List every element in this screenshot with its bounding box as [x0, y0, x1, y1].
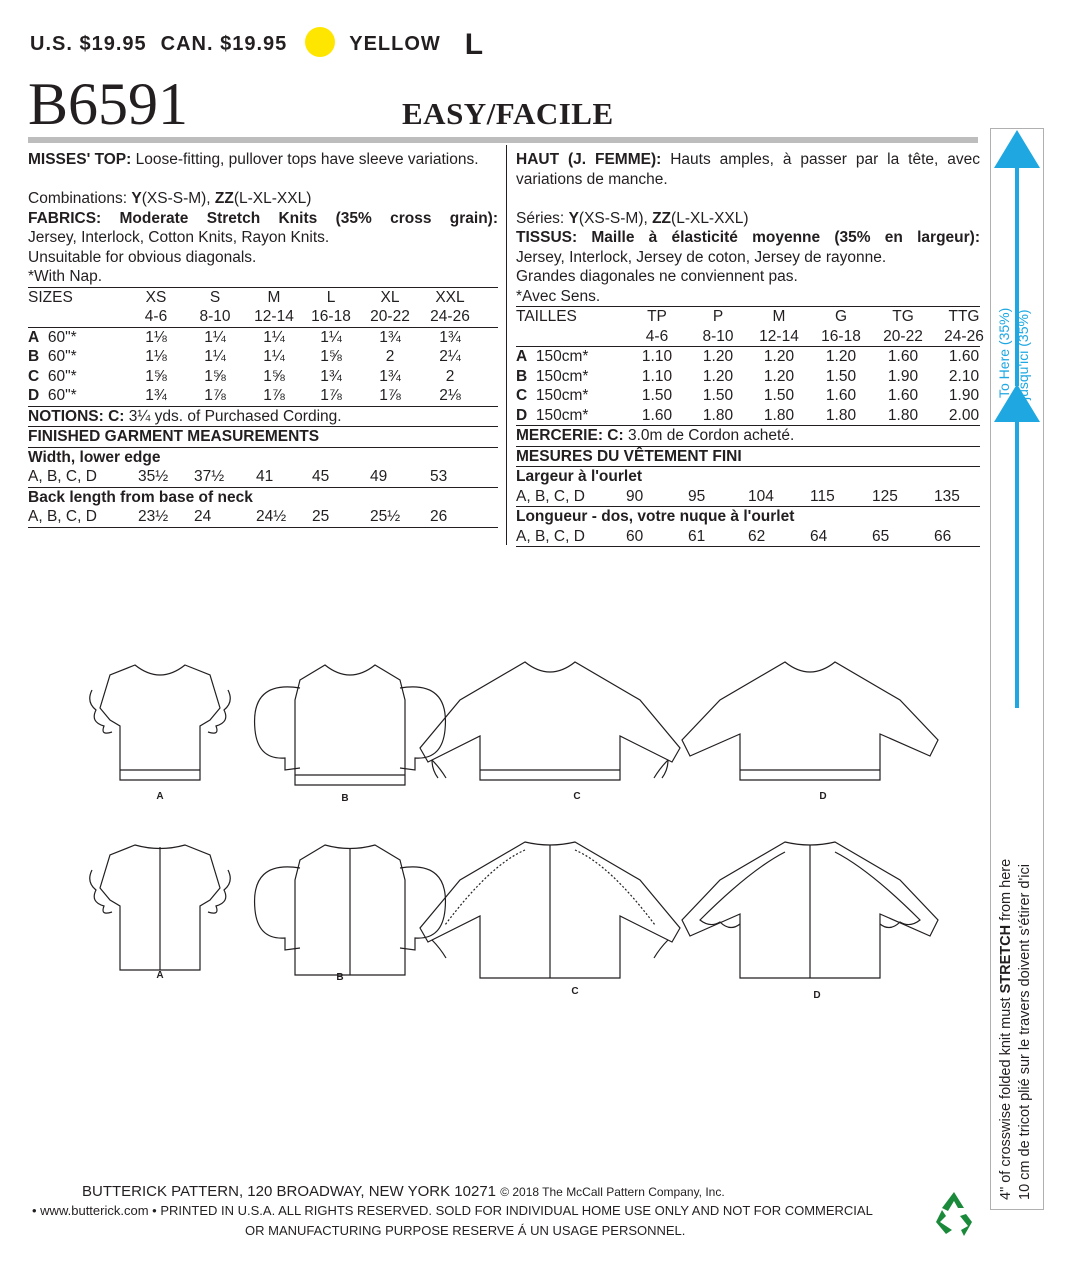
en-sizes-label: SIZES: [28, 288, 73, 306]
footer-company: [82, 1183, 725, 1200]
table-cell: 1⅝: [204, 367, 226, 385]
en-fabrics-bold: FABRICS: Moderate Stretch Knits (35% cross grain):: [28, 209, 498, 227]
fr-notions-text: 3.0m de Cordon acheté.: [623, 427, 795, 444]
difficulty-label: EASY/FACILE: [402, 96, 614, 131]
table-cell: 1⅞: [204, 387, 226, 404]
instruction-en-pre: 4" of crosswise folded knit must: [998, 993, 1014, 1200]
back-view-c-drawing: [420, 842, 680, 978]
en-size-range: 8-10: [199, 308, 231, 325]
price-line: [30, 28, 498, 62]
table-cell: 66: [934, 527, 952, 545]
fr-combo-y: Y: [568, 209, 579, 227]
copyright: © 2018 The McCall Pattern Company, Inc.: [500, 1185, 725, 1199]
table-cell: 95: [688, 487, 706, 505]
table-cell: 2: [445, 367, 455, 385]
table-cell: 1.60: [641, 406, 673, 424]
en-width-title: Width, lower edge: [28, 447, 498, 468]
english-column: [28, 150, 498, 528]
en-notions: [28, 406, 498, 427]
fr-combinations: [516, 209, 980, 229]
table-row-label: A, B, C, D: [516, 487, 585, 505]
back-view-b-drawing: [255, 845, 446, 975]
front-view-d-drawing: [682, 662, 938, 780]
table-cell: 2.10: [948, 367, 980, 385]
instruction-en-bold: STRETCH: [998, 924, 1014, 994]
table-row-label: B 60"*: [28, 348, 77, 365]
table-cell: 24½: [256, 508, 287, 525]
table-cell: 1⅞: [320, 387, 342, 404]
back-view-a-drawing: [90, 845, 231, 970]
en-yardage-rows: [28, 327, 498, 406]
en-size-name: XS: [145, 288, 167, 306]
table-cell: 1¼: [263, 328, 285, 346]
en-size-name: M: [267, 288, 281, 306]
fr-notions-bold: MERCERIE: C:: [516, 427, 624, 444]
table-cell: 35½: [138, 468, 169, 485]
table-cell: 1¾: [320, 367, 342, 385]
table-cell: 1¾: [379, 328, 401, 346]
table-cell: 37½: [194, 468, 225, 485]
en-fabrics-line2: Jersey, Interlock, Cotton Knits, Rayon Knits.: [28, 229, 330, 246]
table-cell: 1.60: [948, 348, 980, 365]
fr-title-text: Hauts amples, à passer par la tête, avec variations de manche.: [516, 151, 980, 188]
fr-size-name: TG: [892, 308, 914, 325]
front-label-d: D: [819, 791, 827, 802]
fr-fabrics-bold: TISSUS: Maille à élasticité moyenne (35% en largeur):: [516, 229, 980, 246]
fr-size-range: 24-26: [944, 327, 984, 345]
table-row-label: A 150cm*: [516, 348, 589, 365]
fr-size-range: 16-18: [821, 327, 861, 345]
table-cell: 1¼: [204, 348, 226, 365]
to-here-en: To Here (35%): [996, 307, 1012, 398]
table-cell: 1.60: [887, 387, 919, 404]
table-cell: 1¾: [439, 328, 461, 346]
table-cell: 2⅛: [439, 387, 461, 404]
front-view-c-drawing: [420, 662, 680, 780]
table-row-label: C 60"*: [28, 367, 77, 385]
table-cell: 1.50: [763, 387, 795, 404]
table-cell: 104: [748, 487, 774, 505]
front-label-b: B: [341, 793, 349, 804]
table-cell: 41: [256, 468, 274, 485]
table-cell: 1.90: [948, 387, 980, 404]
fr-length-row: [516, 527, 980, 548]
table-row-label: D 150cm*: [516, 406, 589, 424]
table-cell: 1⅝: [263, 367, 285, 385]
table-cell: 1.50: [641, 387, 673, 404]
en-size-range: 12-14: [254, 308, 294, 325]
fr-fabrics-line3: Grandes diagonales ne conviennent pas.: [516, 268, 798, 285]
en-length-title: Back length from base of neck: [28, 487, 498, 508]
en-finished-title: FINISHED GARMENT MEASUREMENTS: [28, 426, 498, 447]
table-row-label: C 150cm*: [516, 387, 589, 404]
en-size-range: 24-26: [430, 308, 470, 325]
table-cell: 1.60: [887, 348, 919, 365]
table-cell: 2.00: [948, 406, 980, 424]
french-column: [516, 150, 984, 547]
table-row-label: D 60"*: [28, 387, 77, 404]
en-size-range: 4-6: [144, 308, 168, 325]
header-rule: [28, 137, 978, 143]
table-row-label: A 60"*: [28, 328, 77, 346]
to-here-fr: jusqu'ici (35%): [1015, 309, 1031, 400]
yellow-dot-icon: [305, 27, 335, 57]
en-notions-bold: NOTIONS: C:: [28, 407, 125, 425]
fr-size-name: TP: [647, 308, 667, 325]
en-size-range: 16-18: [311, 308, 351, 325]
en-combo-zz: ZZ: [214, 190, 234, 207]
en-length-row: [28, 507, 498, 528]
fr-fabrics-title: [516, 228, 980, 248]
table-cell: 53: [430, 468, 448, 485]
en-fabrics-line3: Unsuitable for obvious diagonals.: [28, 248, 257, 266]
recycle-icon: [928, 1188, 980, 1240]
table-row-label: A, B, C, D: [28, 508, 97, 525]
table-cell: 45: [312, 468, 330, 485]
fr-combo-zz: ZZ: [652, 209, 672, 227]
table-cell: 1¼: [263, 348, 285, 365]
table-row-label: A, B, C, D: [28, 468, 97, 485]
table-cell: 1⅞: [379, 387, 401, 404]
en-width-row: [28, 467, 498, 487]
en-fabrics-title: [28, 209, 498, 229]
table-cell: 25½: [370, 508, 401, 525]
table-cell: 25: [312, 508, 330, 525]
table-cell: 1¾: [379, 367, 401, 385]
fr-fabrics-line2: Jersey, Interlock, Jersey de coton, Jersey de rayonne.: [516, 248, 887, 266]
table-cell: 60: [626, 527, 644, 545]
fr-finished-title: MESURES DU VÊTEMENT FINI: [516, 446, 980, 467]
table-row-label: B 150cm*: [516, 367, 589, 385]
en-combo-label: Combinations:: [28, 190, 132, 207]
column-divider: [506, 145, 507, 545]
table-cell: 1.50: [825, 367, 857, 385]
table-cell: 135: [934, 487, 960, 505]
table-cell: 62: [748, 527, 766, 545]
us-price: U.S. $19.95: [30, 33, 147, 56]
fr-size-header: [516, 306, 984, 346]
fr-title: HAUT (J. FEMME):: [516, 151, 662, 168]
front-label-c: C: [573, 791, 581, 802]
fr-sizes-label: TAILLES: [516, 308, 577, 325]
en-description: [28, 150, 498, 170]
table-cell: 1⅞: [263, 387, 285, 404]
front-label-a: A: [156, 791, 164, 802]
en-title-text: Loose-fitting, pullover tops have sleeve variations.: [131, 151, 479, 168]
fr-size-range: 8-10: [702, 327, 734, 345]
en-combo-zz-sizes: (L-XL-XXL): [233, 190, 312, 207]
table-cell: 1.10: [641, 348, 673, 365]
back-label-c: C: [571, 986, 579, 997]
en-size-name: XXL: [435, 288, 465, 306]
table-cell: 1.20: [763, 367, 795, 385]
instruction-en-post: from here: [998, 858, 1014, 925]
front-view-a-drawing: [90, 665, 231, 780]
table-cell: 1.50: [702, 387, 734, 404]
back-label-a: A: [156, 970, 164, 981]
table-cell: 1.80: [825, 406, 857, 424]
en-title: MISSES' TOP:: [28, 151, 132, 168]
table-cell: 1.20: [825, 348, 857, 365]
table-cell: 1.80: [887, 406, 919, 424]
rights-line2: OR MANUFACTURING PURPOSE RESERVE Á UN USAGE PERSONNEL.: [245, 1223, 686, 1238]
company-line: BUTTERICK PATTERN, 120 BROADWAY, NEW YORK 10271: [82, 1183, 497, 1200]
table-cell: 1¼: [320, 328, 342, 346]
table-cell: 65: [872, 527, 890, 545]
table-cell: 1⅛: [145, 348, 167, 365]
fr-width-row: [516, 487, 980, 507]
fr-description: [516, 150, 980, 189]
website-link: www.butterick.com: [40, 1203, 149, 1218]
fr-combo-label: Séries:: [516, 209, 569, 227]
table-cell: 24: [194, 508, 212, 525]
en-size-name: S: [209, 288, 221, 306]
en-nap: *With Nap.: [28, 268, 103, 285]
fr-notions: [516, 425, 980, 446]
table-cell: 1.20: [763, 348, 795, 365]
table-cell: 61: [688, 527, 706, 545]
table-cell: 1.80: [763, 406, 795, 424]
fr-combo-zz-sizes: (L-XL-XXL): [671, 209, 749, 227]
fr-width-title: Largeur à l'ourlet: [516, 466, 980, 487]
en-combinations: [28, 189, 498, 209]
table-cell: 64: [810, 527, 828, 545]
color-word: YELLOW: [349, 33, 441, 56]
en-combo-y-sizes: (XS-S-M),: [141, 190, 215, 207]
back-label-d: D: [813, 990, 821, 1001]
table-cell: 1⅝: [320, 348, 342, 365]
fr-size-range: 12-14: [759, 327, 799, 345]
table-cell: 2: [385, 348, 395, 365]
stretch-instruction-en: [998, 859, 1014, 1200]
table-cell: 1⅛: [145, 328, 167, 346]
level-letter: L: [464, 28, 485, 61]
table-cell: 49: [370, 468, 388, 485]
table-cell: 2¼: [439, 348, 461, 365]
fr-size-name: P: [712, 308, 724, 325]
fr-size-name: G: [834, 308, 848, 325]
table-cell: 26: [430, 508, 448, 525]
table-cell: 1.90: [887, 367, 919, 385]
table-cell: 1.20: [702, 348, 734, 365]
table-cell: 1¼: [204, 328, 226, 346]
table-cell: 125: [872, 487, 898, 505]
en-notions-text: 3¼ yds. of Purchased Cording.: [124, 407, 342, 425]
table-cell: 1.80: [702, 406, 734, 424]
stretch-instruction-fr: 10 cm de tricot plié sur le travers doivent s'étirer d'ici: [1017, 864, 1033, 1200]
table-cell: 1¾: [145, 387, 167, 404]
en-size-range: 20-22: [370, 308, 410, 325]
fr-nap: *Avec Sens.: [516, 287, 601, 305]
table-cell: 115: [810, 487, 835, 505]
table-row-label: A, B, C, D: [516, 527, 585, 545]
en-size-header: [28, 287, 498, 327]
table-cell: 1.10: [641, 367, 673, 385]
table-cell: 23½: [138, 508, 169, 525]
fr-yardage-rows: [516, 346, 980, 425]
back-label-b: B: [336, 972, 344, 983]
fr-size-range: 20-22: [883, 327, 923, 345]
front-view-b-drawing: [255, 665, 446, 785]
garment-illustrations: [60, 640, 960, 1020]
pattern-number: B6591: [28, 71, 189, 137]
fr-size-name: TTG: [948, 308, 980, 325]
table-cell: 1.60: [825, 387, 857, 404]
footer-rights: • www.butterick.com • PRINTED IN U.S.A. ALL RIGHTS RESERVED. SOLD FOR INDIVIDUAL HOME USE ONLY AND NOT FOR COMMERCIAL: [32, 1203, 873, 1218]
table-cell: 1⅝: [145, 367, 167, 385]
fr-size-range: 4-6: [645, 327, 669, 345]
can-price: CAN. $19.95: [160, 33, 288, 56]
en-combo-y: Y: [131, 190, 142, 207]
back-view-d-drawing: [682, 842, 938, 978]
stretch-arrows-icon: [990, 128, 1044, 728]
fr-length-title: Longueur - dos, votre nuque à l'ourlet: [516, 506, 980, 527]
table-cell: 90: [626, 487, 644, 505]
fr-combo-y-sizes: (XS-S-M),: [578, 209, 653, 227]
en-size-name: XL: [380, 288, 400, 306]
rights-line1: PRINTED IN U.S.A. ALL RIGHTS RESERVED. SOLD FOR INDIVIDUAL HOME USE ONLY AND NOT FOR COMMERCIAL: [160, 1203, 873, 1218]
en-size-name: L: [326, 288, 336, 306]
table-cell: 1.20: [702, 367, 734, 385]
fr-size-name: M: [772, 308, 786, 325]
